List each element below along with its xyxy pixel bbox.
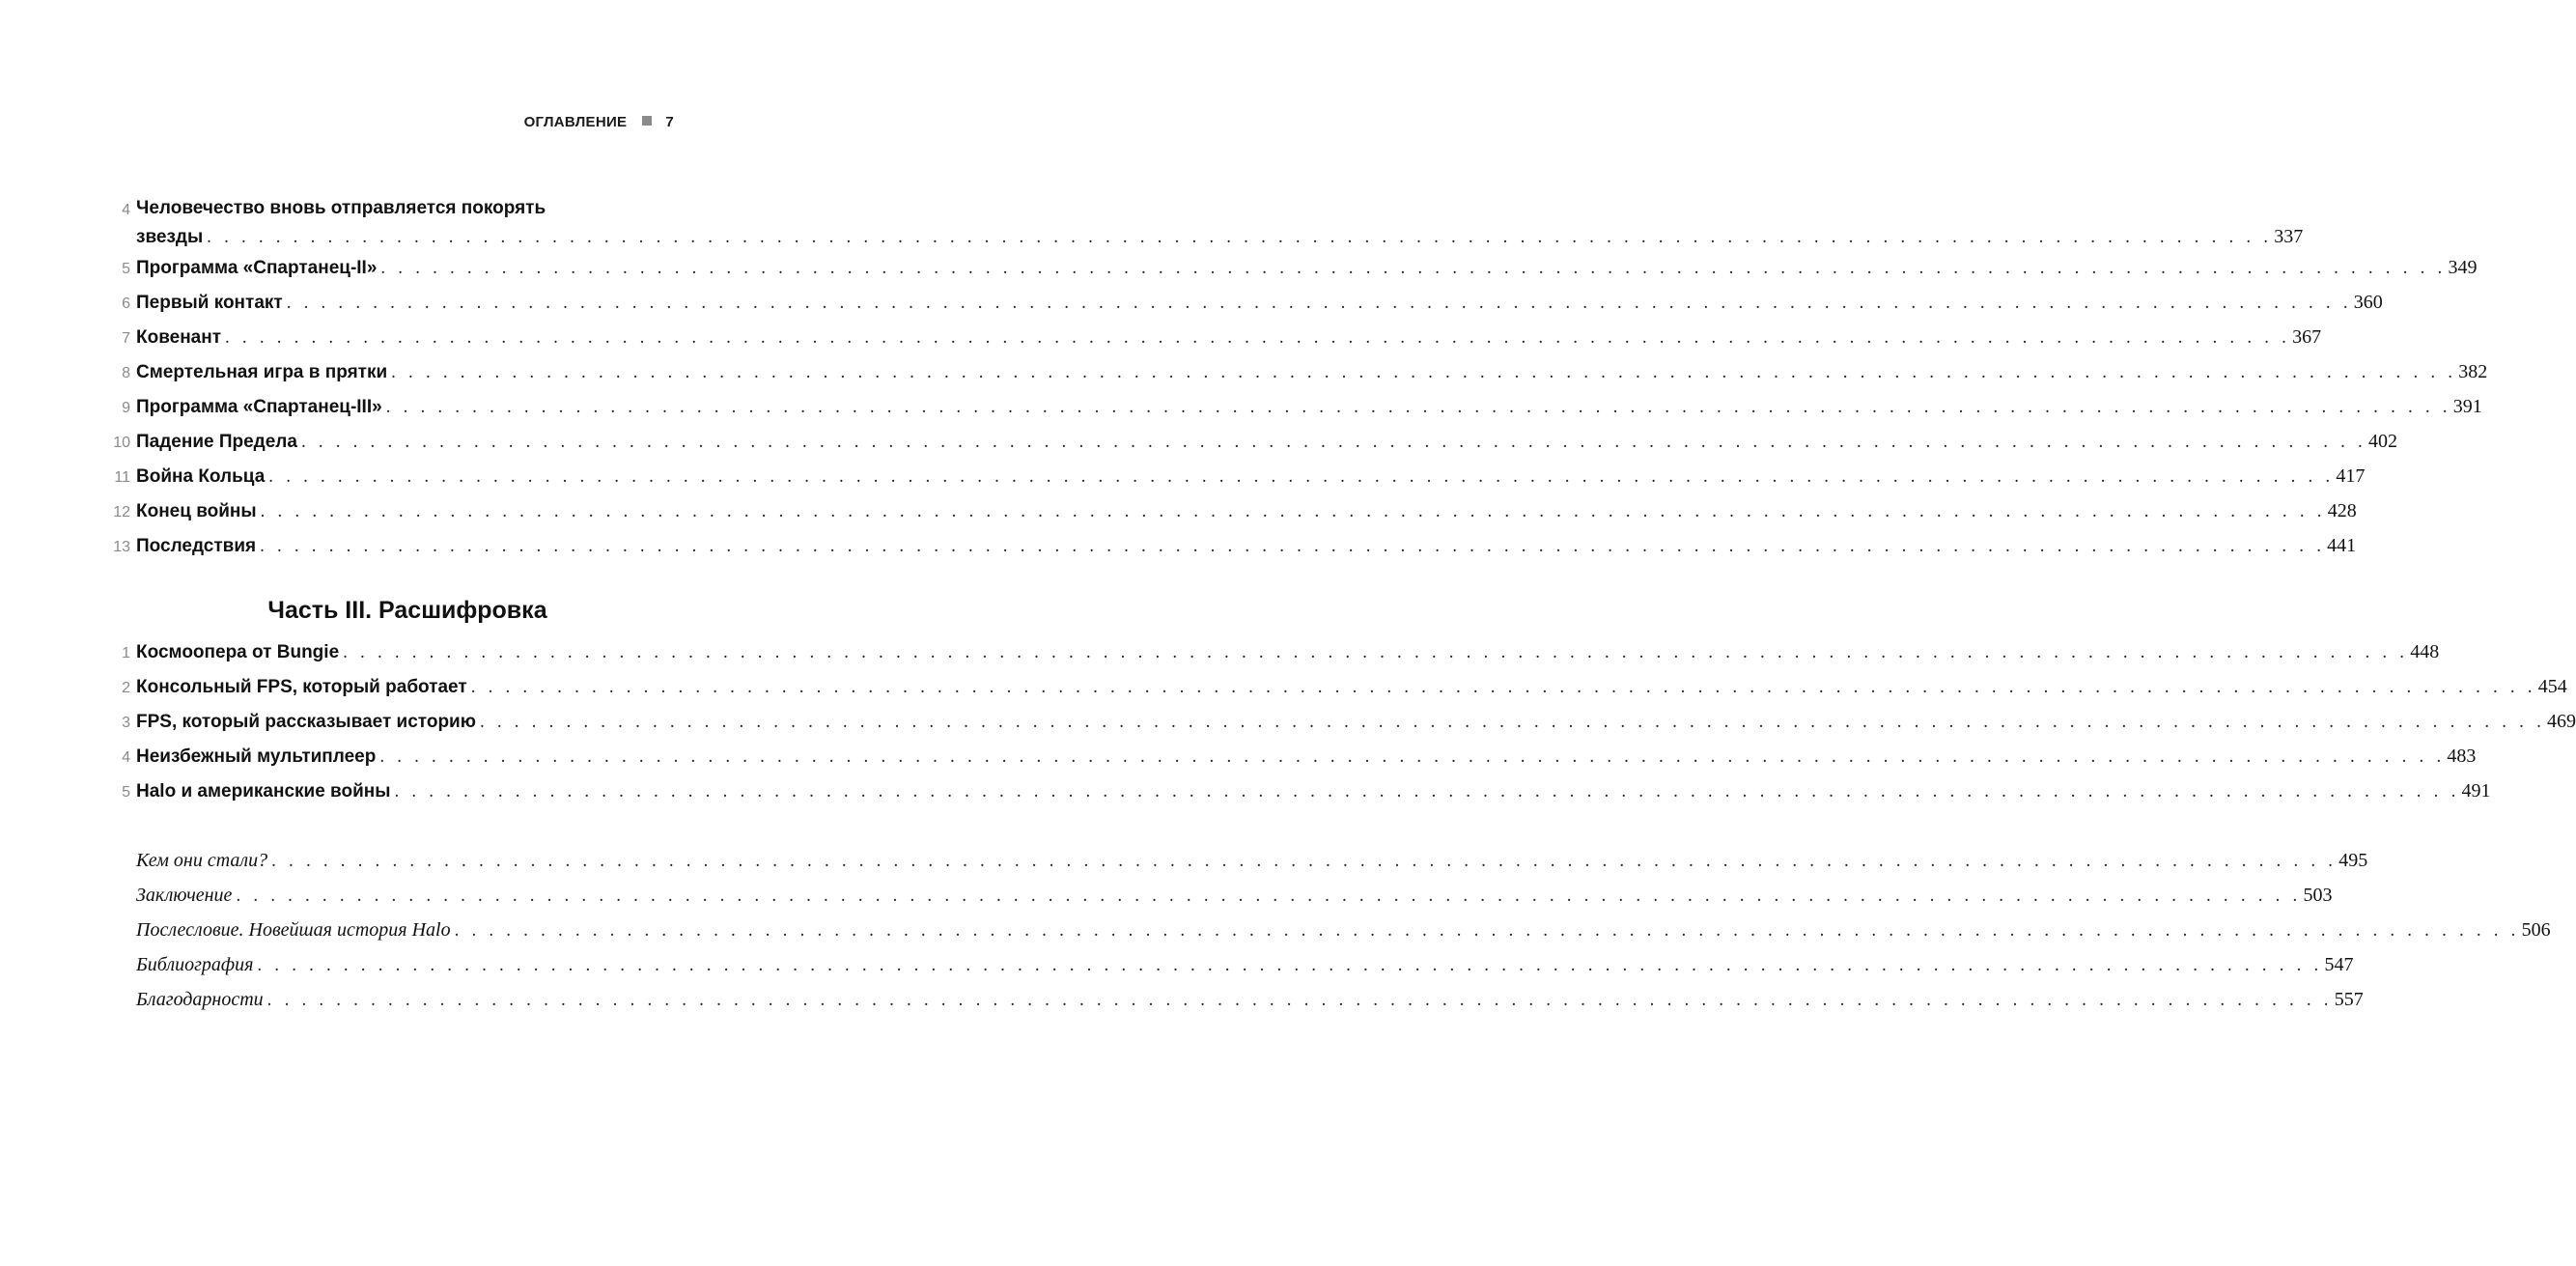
page-number: 491 [2461,780,2491,802]
chapter-title-line1: Человечество вновь отправляется покорять [136,198,546,218]
section-title: Заключение [136,885,233,906]
chapter-title: Консольный FPS, который работает [136,677,467,697]
leader-dots: . . . . . . . . . . . . . . . . . . . . . . . . . . . . . . . . . . . . . . . . . . . . . . . . . . . . . . . . . . . . . . . . . . . . . . . . . . . . . . . . . . . . . . . . . . . . . . . . . . . . . . . . . . . . . . . . . . . . . . . . [260,536,2326,556]
toc-entry[interactable] [0,641,2440,670]
toc-entry-back-matter[interactable] [0,954,2354,983]
toc-entry[interactable] [0,500,2357,529]
toc-entry[interactable] [0,711,2576,740]
toc-entry[interactable] [0,676,2567,705]
leader-dots: . . . . . . . . . . . . . . . . . . . . . . . . . . . . . . . . . . . . . . . . . . . . . . . . . . . . . . . . . . . . . . . . . . . . . . . . . . . . . . . . . . . . . . . . . . . . . . . . . . . . . . . . . . . . . . . . . . . . . . . . [343,642,2409,662]
leader-dots: . . . . . . . . . . . . . . . . . . . . . . . . . . . . . . . . . . . . . . . . . . . . . . . . . . . . . . . . . . . . . . . . . . . . . . . . . . . . . . . . . . . . . . . . . . . . . . . . . . . . . . . . . . . . . . . . . . . . . . . . [391,362,2457,382]
chapter-number: 6 [122,295,130,312]
page-number: 391 [2452,396,2482,417]
page-number: 349 [2448,257,2478,278]
toc-entry[interactable] [0,535,2357,564]
leader-dots: . . . . . . . . . . . . . . . . . . . . . . . . . . . . . . . . . . . . . . . . . . . . . . . . . . . . . . . . . . . . . . . . . . . . . . . . . . . . . . . . . . . . . . . . . . . . . . . . . . . . . . . . . . . . . . . . . . . . . . . . [385,397,2451,417]
leader-dots: . . . . . . . . . . . . . . . . . . . . . . . . . . . . . . . . . . . . . . . . . . . . . . . . . . . . . . . . . . . . . . . . . . . . . . . . . . . . . . . . . . . . . . . . . . . . . . . . . . . . . . . . . . . . . . . . . . . . . . . . [454,920,2520,941]
chapter-title: Война Кольца [136,466,266,487]
page-number: 483 [2447,746,2477,767]
toc-entry[interactable] [0,465,2366,494]
leader-dots: . . . . . . . . . . . . . . . . . . . . . . . . . . . . . . . . . . . . . . . . . . . . . . . . . . . . . . . . . . . . . . . . . . . . . . . . . . . . . . . . . . . . . . . . . . . . . . . . . . . . . . . . . . . . . . . . . . . . . . . . [207,227,2273,247]
square-bullet-icon [642,116,652,126]
chapter-number: 4 [122,749,130,766]
page-number: 441 [2327,535,2357,556]
toc-entry-back-matter[interactable] [0,919,2551,948]
page-number: 503 [2303,885,2333,906]
chapter-number: 2 [122,680,130,696]
leader-dots: . . . . . . . . . . . . . . . . . . . . . . . . . . . . . . . . . . . . . . . . . . . . . . . . . . . . . . . . . . . . . . . . . . . . . . . . . . . . . . . . . . . . . . . . . . . . . . . . . . . . . . . . . . . . . . . . . . . . . . . . [236,886,2302,906]
page-number: 506 [2521,919,2551,941]
chapter-number: 3 [122,715,130,731]
page-number: 360 [2353,292,2383,313]
chapter-title: FPS, который рассказывает историю [136,712,476,732]
section-title: Благодарности [136,989,264,1010]
toc-entry[interactable] [0,780,2491,809]
toc-entry-back-matter[interactable] [0,885,2333,914]
page-number: 367 [2292,326,2322,348]
page-number: 417 [2336,465,2366,487]
chapter-number: 5 [122,261,130,277]
chapter-title: Смертельная игра в прятки [136,362,388,382]
header-page-number: 7 [665,114,674,130]
chapter-number: 4 [122,202,130,218]
chapter-title: Программа «Спартанец-II» [136,258,378,278]
chapter-title: Неизбежный мультиплеер [136,746,377,767]
header-title: ОГЛАВЛЕНИЕ [523,114,628,130]
leader-dots: . . . . . . . . . . . . . . . . . . . . . . . . . . . . . . . . . . . . . . . . . . . . . . . . . . . . . . . . . . . . . . . . . . . . . . . . . . . . . . . . . . . . . . . . . . . . . . . . . . . . . . . . . . . . . . . . . . . . . . . . [260,501,2326,521]
chapter-number: 12 [113,504,130,520]
leader-dots: . . . . . . . . . . . . . . . . . . . . . . . . . . . . . . . . . . . . . . . . . . . . . . . . . . . . . . . . . . . . . . . . . . . . . . . . . . . . . . . . . . . . . . . . . . . . . . . . . . . . . . . . . . . . . . . . . . . . . . . . [379,746,2446,767]
page-number: 469 [2547,711,2576,732]
chapter-number: 9 [122,400,130,416]
page-number: 454 [2537,676,2567,697]
page-number: 428 [2327,500,2357,521]
leader-dots: . . . . . . . . . . . . . . . . . . . . . . . . . . . . . . . . . . . . . . . . . . . . . . . . . . . . . . . . . . . . . . . . . . . . . . . . . . . . . . . . . . . . . . . . . . . . . . . . . . . . . . . . . . . . . . . . . . . . . . . . [266,990,2333,1010]
section-title: Послесловие. Новейшая история Halo [136,919,451,941]
page-number: 448 [2410,641,2440,662]
leader-dots: . . . . . . . . . . . . . . . . . . . . . . . . . . . . . . . . . . . . . . . . . . . . . . . . . . . . . . . . . . . . . . . . . . . . . . . . . . . . . . . . . . . . . . . . . . . . . . . . . . . . . . . . . . . . . . . . . . . . . . . . [394,781,2460,802]
toc-entry[interactable] [0,396,2482,425]
leader-dots: . . . . . . . . . . . . . . . . . . . . . . . . . . . . . . . . . . . . . . . . . . . . . . . . . . . . . . . . . . . . . . . . . . . . . . . . . . . . . . . . . . . . . . . . . . . . . . . . . . . . . . . . . . . . . . . . . . . . . . . . [300,432,2367,452]
page-number: 337 [2274,226,2304,247]
running-header [0,114,674,130]
toc-entry[interactable] [0,198,2304,256]
leader-dots: . . . . . . . . . . . . . . . . . . . . . . . . . . . . . . . . . . . . . . . . . . . . . . . . . . . . . . . . . . . . . . . . . . . . . . . . . . . . . . . . . . . . . . . . . . . . . . . . . . . . . . . . . . . . . . . . . . . . . . . . [271,851,2338,871]
chapter-title: Последствия [136,536,257,556]
chapter-number: 10 [113,435,130,451]
chapter-number: 13 [113,539,130,555]
chapter-number: 5 [122,784,130,801]
toc-entry[interactable] [0,361,2488,390]
toc-entry-back-matter[interactable] [0,850,2368,879]
page-number: 402 [2368,431,2398,452]
toc-entry[interactable] [0,257,2478,286]
page-number: 557 [2334,989,2364,1010]
leader-dots: . . . . . . . . . . . . . . . . . . . . . . . . . . . . . . . . . . . . . . . . . . . . . . . . . . . . . . . . . . . . . . . . . . . . . . . . . . . . . . . . . . . . . . . . . . . . . . . . . . . . . . . . . . . . . . . . . . . . . . . . [286,293,2352,313]
chapter-title: Космоопера от Bungie [136,642,340,662]
chapter-title: Ковенант [136,327,222,348]
page-number: 547 [2324,954,2354,975]
chapter-number: 8 [122,365,130,381]
leader-dots: . . . . . . . . . . . . . . . . . . . . . . . . . . . . . . . . . . . . . . . . . . . . . . . . . . . . . . . . . . . . . . . . . . . . . . . . . . . . . . . . . . . . . . . . . . . . . . . . . . . . . . . . . . . . . . . . . . . . . . . . [479,712,2546,732]
leader-dots: . . . . . . . . . . . . . . . . . . . . . . . . . . . . . . . . . . . . . . . . . . . . . . . . . . . . . . . . . . . . . . . . . . . . . . . . . . . . . . . . . . . . . . . . . . . . . . . . . . . . . . . . . . . . . . . . . . . . . . . . [380,258,2447,278]
leader-dots: . . . . . . . . . . . . . . . . . . . . . . . . . . . . . . . . . . . . . . . . . . . . . . . . . . . . . . . . . . . . . . . . . . . . . . . . . . . . . . . . . . . . . . . . . . . . . . . . . . . . . . . . . . . . . . . . . . . . . . . . [225,327,2291,348]
page-number: 495 [2338,850,2368,871]
leader-dots: . . . . . . . . . . . . . . . . . . . . . . . . . . . . . . . . . . . . . . . . . . . . . . . . . . . . . . . . . . . . . . . . . . . . . . . . . . . . . . . . . . . . . . . . . . . . . . . . . . . . . . . . . . . . . . . . . . . . . . . . [268,466,2335,487]
section-title: Кем они стали? [136,850,268,871]
chapter-number: 1 [122,645,130,661]
toc-entry[interactable] [0,431,2398,460]
leader-dots: . . . . . . . . . . . . . . . . . . . . . . . . . . . . . . . . . . . . . . . . . . . . . . . . . . . . . . . . . . . . . . . . . . . . . . . . . . . . . . . . . . . . . . . . . . . . . . . . . . . . . . . . . . . . . . . . . . . . . . . . [470,677,2536,697]
leader-dots: . . . . . . . . . . . . . . . . . . . . . . . . . . . . . . . . . . . . . . . . . . . . . . . . . . . . . . . . . . . . . . . . . . . . . . . . . . . . . . . . . . . . . . . . . . . . . . . . . . . . . . . . . . . . . . . . . . . . . . . . [257,955,2323,975]
chapter-title: Программа «Спартанец-III» [136,397,382,417]
chapter-number: 11 [114,469,130,486]
chapter-number: 7 [122,330,130,347]
page-number: 382 [2458,361,2488,382]
toc-entry[interactable] [0,746,2477,774]
toc-entry[interactable] [0,326,2322,355]
section-title: Библиография [136,954,254,975]
chapter-title: Первый контакт [136,293,283,313]
chapter-title: Halo и американские войны [136,781,391,802]
toc-entry-back-matter[interactable] [0,989,2364,1018]
part-heading: Часть III. Расшифровка [267,597,547,624]
chapter-title: Конец войны [136,501,257,521]
chapter-title: звезды [136,227,204,247]
toc-entry[interactable] [0,292,2383,321]
chapter-title: Падение Предела [136,432,297,452]
